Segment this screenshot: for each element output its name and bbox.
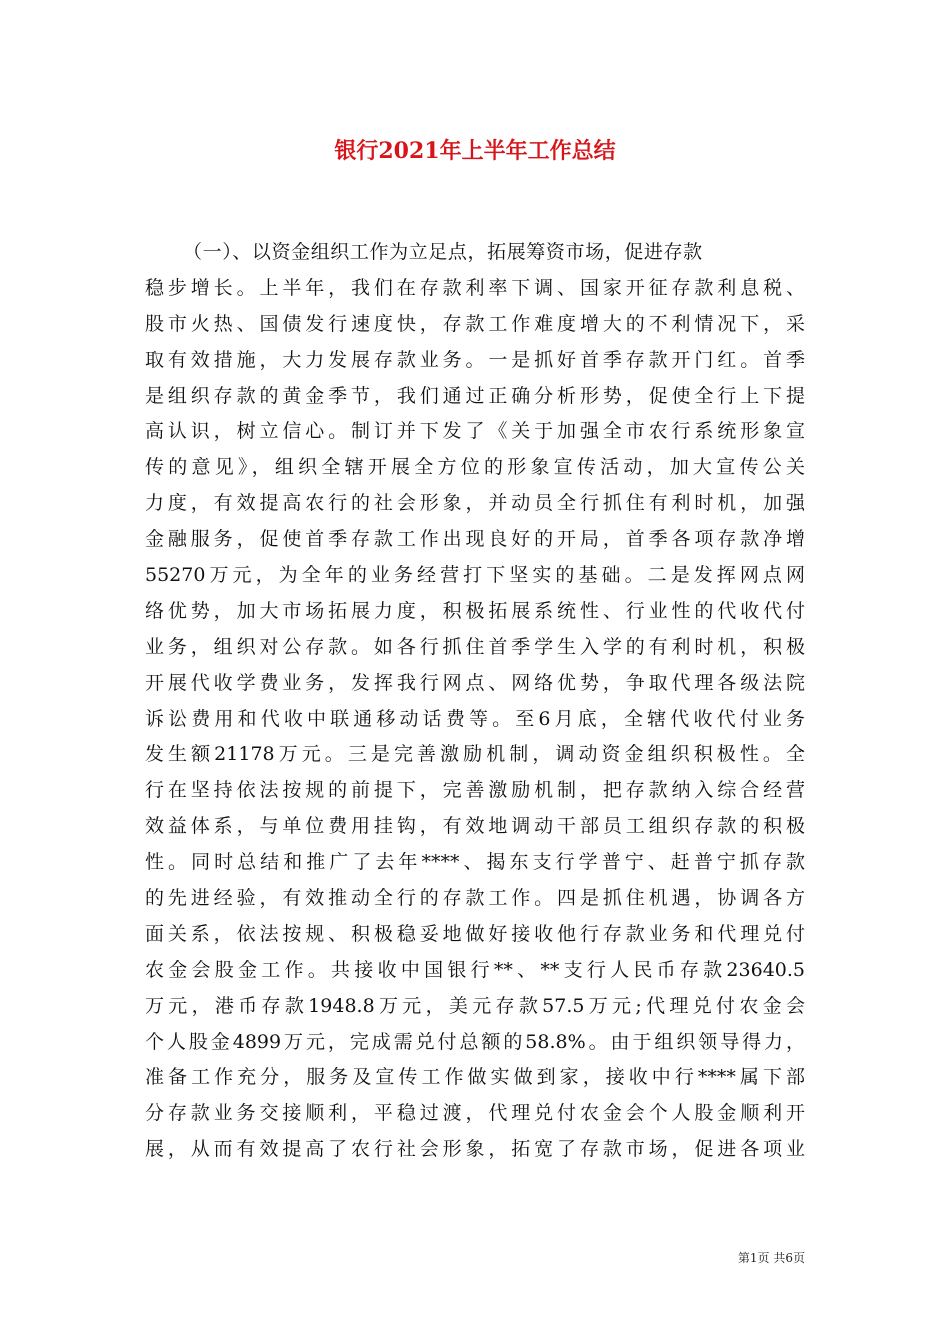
document-title: 银行2021年上半年工作总结 [334,138,616,164]
body-line: 展，从而有效提高了农行社会形象，拓宽了存款市场，促进各项业 [145,1138,805,1161]
body-line: 传的意见》，组织全辖开展全方位的形象宣传活动，加大宣传公关 [145,456,805,479]
body-line: 农金会股金工作。共接收中国银行**、**支行人民币存款23640.5 [145,958,805,981]
body-line: 稳步增长。上半年，我们在存款利率下调、国家开征存款利息税、 [145,276,805,299]
body-line: 万元，港币存款1948.8万元，美元存款57.5万元;代理兑付农金会 [145,994,805,1017]
body-line: 络优势，加大市场拓展力度，积极拓展系统性、行业性的代收代付 [145,599,805,622]
body-line: 金融服务，促使首季存款工作出现良好的开局，首季各项存款净增 [145,528,805,551]
body-line: 开展代收学费业务，发挥我行网点、网络优势，争取代理各级法院 [145,671,805,694]
body-line: 诉讼费用和代收中联通移动话费等。至6月底，全辖代收代付业务 [145,707,805,730]
body-line: 高认识，树立信心。制订并下发了《关于加强全市农行系统形象宣 [145,420,805,443]
body-line: 业务，组织对公存款。如各行抓住首季学生入学的有利时机，积极 [145,635,805,658]
body-line: 力度，有效提高农行的社会形象，并动员全行抓住有利时机，加强 [145,492,805,515]
body-line: 的先进经验，有效推动全行的存款工作。四是抓住机遇，协调各方 [145,887,805,910]
body-line: 分存款业务交接顺利，平稳过渡，代理兑付农金会个人股金顺利开 [145,1102,805,1125]
body-line: 个人股金4899万元，完成需兑付总额的58.8%。由于组织领导得力， [145,1030,805,1053]
body-line: 发生额21178万元。三是完善激励机制，调动资金组织积极性。全 [145,743,805,766]
body-line: 55270万元，为全年的业务经营打下坚实的基础。二是发挥网点网 [145,564,805,587]
page-number: 第1页 共6页 [737,1251,805,1265]
body-line: 取有效措施，大力发展存款业务。一是抓好首季存款开门红。首季 [145,348,805,371]
body-line: （一）、以资金组织工作为立足点，拓展筹资市场，促进存款 [183,241,703,263]
body-line: 效益体系，与单位费用挂钩，有效地调动干部员工组织存款的积极 [145,815,805,838]
body-line: 面关系，依法按规、积极稳妥地做好接收他行存款业务和代理兑付 [145,922,805,945]
body-line: 准备工作充分，服务及宣传工作做实做到家，接收中行****属下部 [145,1066,805,1089]
body-line: 是组织存款的黄金季节，我们通过正确分析形势，促使全行上下提 [145,384,805,407]
document-body [145,235,805,1168]
body-line: 行在坚持依法按规的前提下，完善激励机制，把存款纳入综合经营 [145,779,805,802]
body-line: 股市火热、国债发行速度快，存款工作难度增大的不利情况下，采 [145,312,805,335]
body-line: 性。同时总结和推广了去年****、揭东支行学普宁、赶普宁抓存款 [145,851,805,874]
